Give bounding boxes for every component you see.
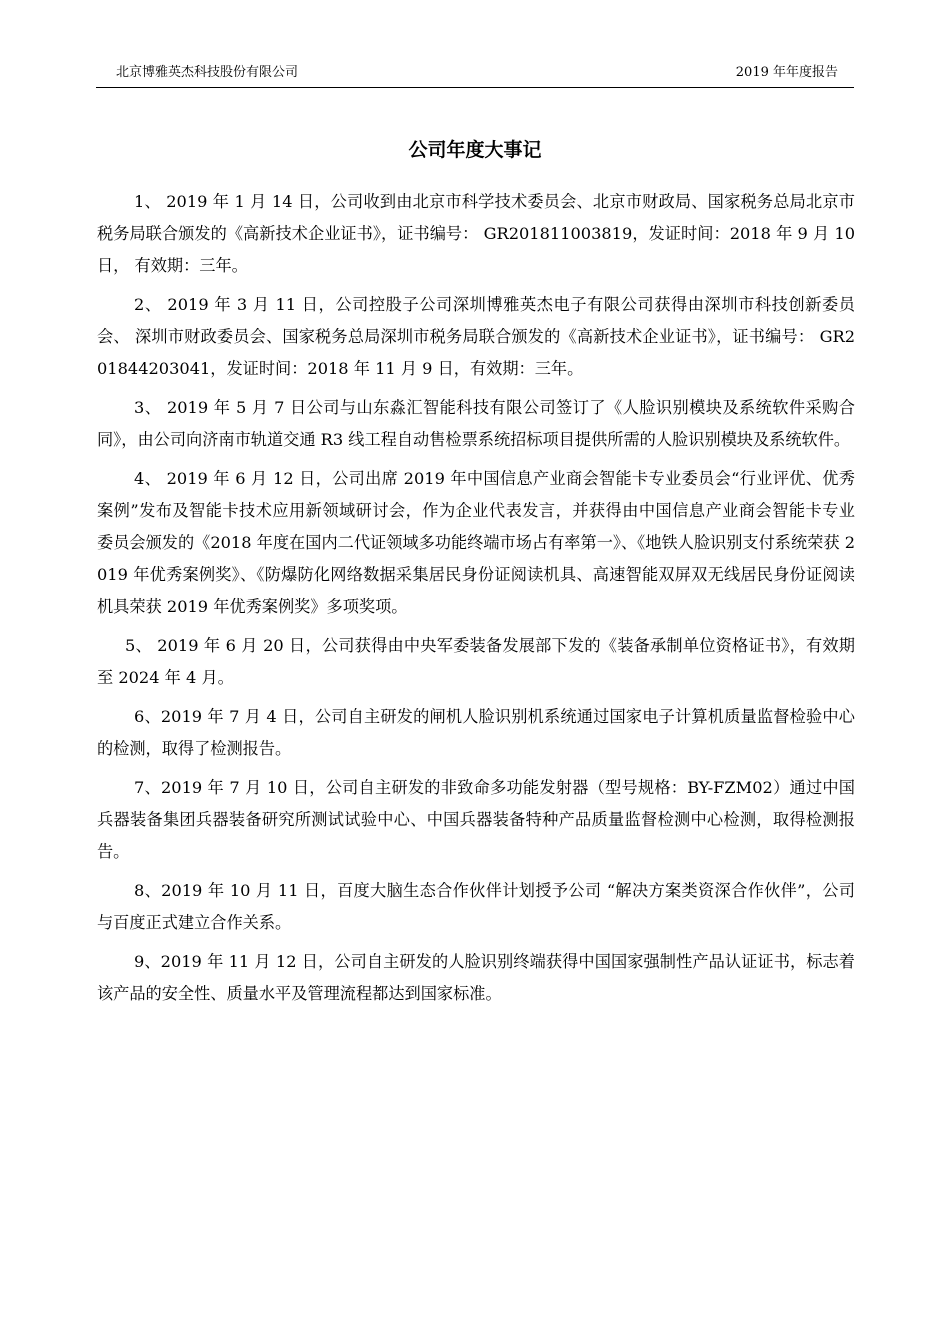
page-title: 公司年度大事记 xyxy=(408,139,542,161)
page-header xyxy=(96,62,854,84)
header-report-title: 2019 年年度报告 xyxy=(735,65,838,80)
event-item-9: 9、2019 年 11 月 12 日，公司自主研发的人脸识别终端获得中国国家强制性产品认证证书，标志着该产品的安全性、质量水平及管理流程都达到国家标准。 xyxy=(97,952,855,1003)
event-item-2: 2、 2019 年 3 月 11 日，公司控股子公司深圳博雅英杰电子有限公司获得由深圳市科技创新委员会、 深圳市财政委员会、国家税务总局深圳市税务局联合颁发的《高新技术企业证书》，证书编号： GR201844203041，发证时间：2018 年 11 月 9 日，有效期：三年。 xyxy=(97,295,855,378)
event-item-3: 3、 2019 年 5 月 7 日公司与山东淼汇智能科技有限公司签订了《人脸识别模块及系统软件采购合同》，由公司向济南市轨道交通 R3 线工程自动售检票系统招标项目提供所需的人脸识别模块及系统软件。 xyxy=(97,398,855,449)
event-item-6: 6、2019 年 7 月 4 日，公司自主研发的闸机人脸识别机系统通过国家电子计算机质量监督检验中心的检测，取得了检测报告。 xyxy=(97,707,855,758)
event-item-7: 7、2019 年 7 月 10 日，公司自主研发的非致命多功能发射器（型号规格：BY-FZM02）通过中国兵器装备集团兵器装备研究所测试试验中心、中国兵器装备特种产品质量监督检测中心检测，取得检测报告。 xyxy=(97,778,855,861)
header-company-name: 北京博雅英杰科技股份有限公司 xyxy=(116,65,299,80)
event-item-4: 4、 2019 年 6 月 12 日，公司出席 2019 年中国信息产业商会智能卡专业委员会“行业评优、优秀案例”发布及智能卡技术应用新领域研讨会，作为企业代表发言，并获得由中国信息产业商会智能卡专业 委员会颁发的《2018 年度在国内二代证领域多功能终端市场占有率第一》、《地铁人脸识别支付系统荣获 2019 年优秀案例奖》、《防爆防化网络数据采集居民身份证阅读机具、高速智能双屏双无线居民身份证阅读机具荣获 2019 年优秀案例奖》多项奖项。 xyxy=(97,469,855,616)
event-item-5: 5、 2019 年 6 月 20 日，公司获得由中央军委装备发展部下发的《装备承制单位资格证书》，有效期至 2024 年 4 月。 xyxy=(97,636,855,687)
header-divider xyxy=(96,87,854,88)
events-list xyxy=(97,186,855,1017)
event-item-8: 8、2019 年 10 月 11 日，百度大脑生态合作伙伴计划授予公司 “解决方案类资深合作伙伴”，公司与百度正式建立合作关系。 xyxy=(97,881,855,932)
event-item-1: 1、 2019 年 1 月 14 日，公司收到由北京市科学技术委员会、北京市财政局、国家税务总局北京市税务局联合颁发的《高新技术企业证书》，证书编号： GR201811003819，发证时间：2018 年 9 月 10 日， 有效期：三年。 xyxy=(97,192,855,275)
